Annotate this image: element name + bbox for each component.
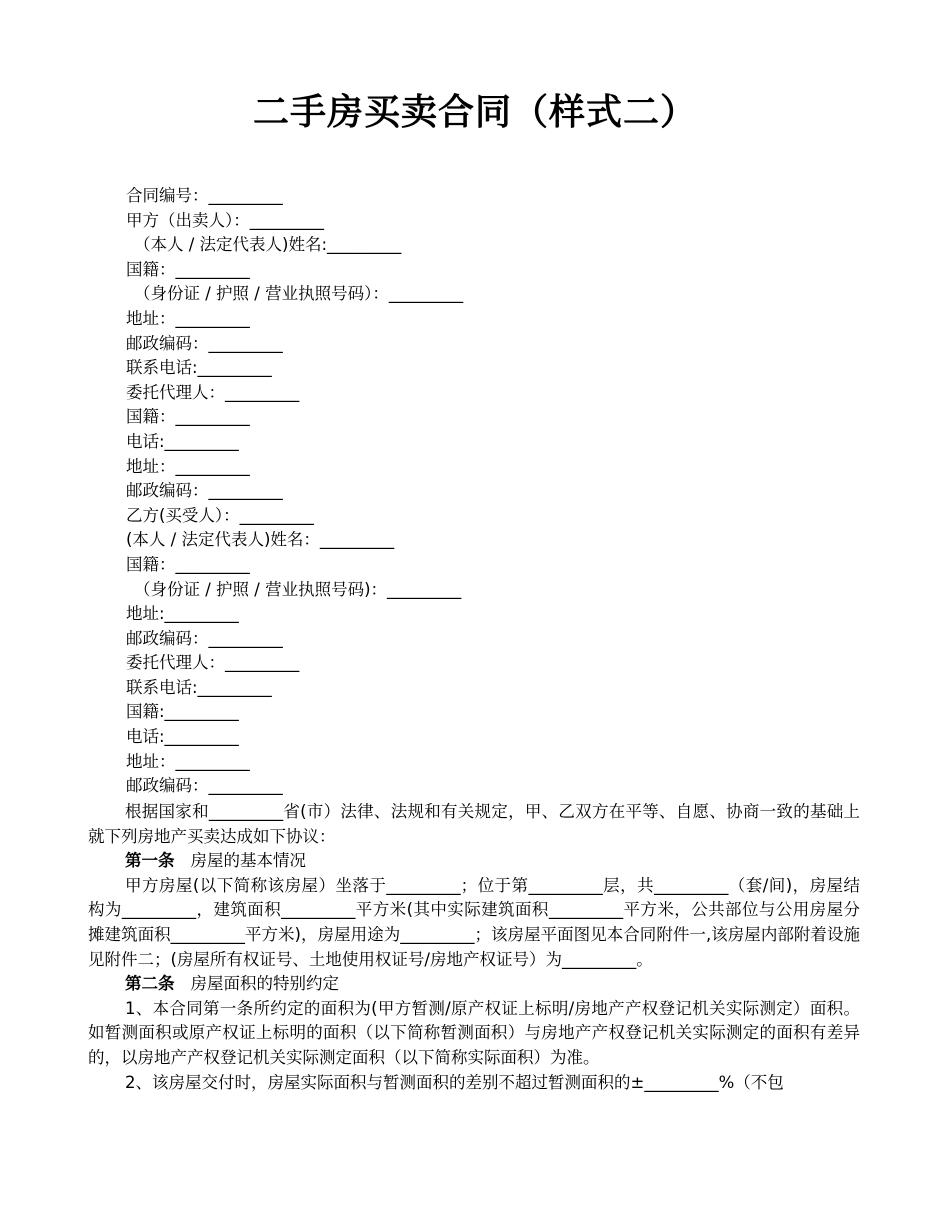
form-field-line: 邮政编码：_________ bbox=[126, 776, 283, 796]
form-field-line: （本人 / 法定代表人)姓名:_________ bbox=[134, 235, 402, 255]
form-field-line: 国籍：_________ bbox=[126, 554, 250, 574]
contract-body bbox=[88, 800, 860, 1095]
form-field-line: 委托代理人：_________ bbox=[126, 653, 300, 673]
form-field-line: 地址：_________ bbox=[126, 456, 250, 476]
form-field-line: （身份证 / 护照 / 营业执照号码）：_________ bbox=[134, 284, 464, 304]
article-2-number: 第二条 bbox=[125, 974, 175, 994]
preamble-paragraph: 根据国家和_________省(市）法律、法规和有关规定，甲、乙双方在平等、自愿、协商一致的基础上就下列房地产买卖达成如下协议： bbox=[88, 802, 860, 846]
form-field-line: 联系电话:_________ bbox=[126, 358, 272, 378]
form-field-line: 甲方（出卖人）：_________ bbox=[126, 210, 324, 230]
form-field-line: 邮政编码：_________ bbox=[126, 333, 283, 353]
form-field-line: 国籍：_________ bbox=[126, 259, 250, 279]
form-field-line: 联系电话:_________ bbox=[126, 677, 272, 697]
form-field-line: (本人 / 法定代表人)姓名：_________ bbox=[126, 530, 395, 550]
form-field-line: 电话:_________ bbox=[126, 431, 239, 451]
form-field-line: 电话:_________ bbox=[126, 727, 239, 747]
article-1-number: 第一条 bbox=[125, 851, 175, 871]
form-field-line: 国籍：_________ bbox=[126, 407, 250, 427]
form-field-line: （身份证 / 护照 / 营业执照号码)：_________ bbox=[134, 579, 462, 599]
article-2-clause-2: 2、该房屋交付时，房屋实际面积与暂测面积的差别不超过暂测面积的±_________%（不包 bbox=[125, 1072, 784, 1092]
article-1-heading bbox=[88, 849, 860, 874]
party-info-fields bbox=[126, 184, 463, 799]
article-2-title: 房屋面积的特别约定 bbox=[190, 974, 339, 994]
form-field-line: 国籍:_________ bbox=[126, 702, 239, 722]
article-1-title: 房屋的基本情况 bbox=[190, 851, 306, 871]
article-2-clause-1: 1、本合同第一条所约定的面积为(甲方暂测/原产权证上标明/房地产产权登记机关实际测定）面积。如暂测面积或原产权证上标明的面积（以下简称暂测面积）与房地产产权登记机关实际测定的面积有差异的，以房地产产权登记机关实际测定面积（以下简称实际面积）为准。 bbox=[88, 998, 860, 1067]
article-2-heading bbox=[88, 972, 860, 997]
article-1-paragraph: 甲方房屋(以下简称该房屋）坐落于_________；位于第_________层，共_________（套/间)，房屋结构为_________，建筑面积_________平方米(其中实际建筑面积_________平方米，公共部位与公用房屋分摊建筑面积_________平方米)，房屋用途为_________；该房屋平面图见本合同附件一,该房屋内部附着设施见附件二；(房屋所有权证号、土地使用权证号/房地产权证号）为_________。 bbox=[88, 875, 860, 969]
form-field-line: 乙方(买受人）：_________ bbox=[126, 505, 314, 525]
form-field-line: 委托代理人：_________ bbox=[126, 382, 300, 402]
document-title: 二手房买卖合同（样式二） bbox=[252, 92, 697, 133]
form-field-line: 邮政编码：_________ bbox=[126, 481, 283, 501]
form-field-line: 合同编号：_________ bbox=[126, 186, 283, 205]
form-field-line: 地址:_________ bbox=[126, 604, 239, 624]
form-field-line: 地址：_________ bbox=[126, 308, 250, 328]
form-field-line: 地址：_________ bbox=[126, 751, 250, 771]
form-field-line: 邮政编码：_________ bbox=[126, 628, 283, 648]
